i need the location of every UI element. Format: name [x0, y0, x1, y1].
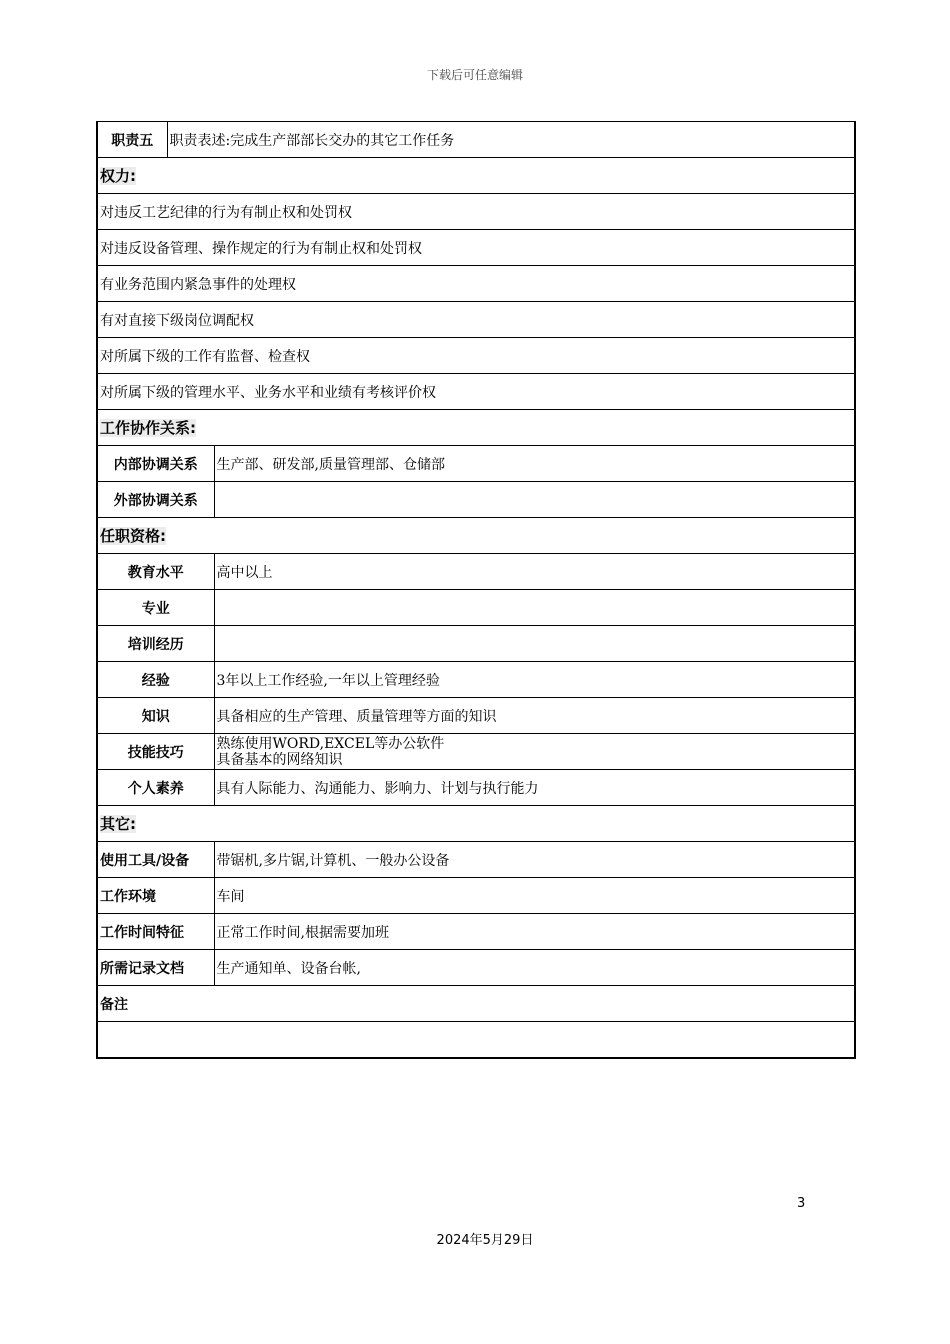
quality-label: 个人素养	[97, 770, 214, 806]
skills-line-1: 熟练使用WORD,EXCEL等办公软件	[216, 735, 445, 752]
environment-label: 工作环境	[97, 878, 214, 914]
internal-label: 内部协调关系	[97, 446, 214, 482]
environment-value: 车间	[214, 878, 855, 914]
education-label: 教育水平	[97, 554, 214, 590]
experience-label: 经验	[97, 662, 214, 698]
major-label: 专业	[97, 590, 214, 626]
remarks-title-row	[97, 986, 855, 1022]
quality-row	[97, 770, 855, 806]
job-description-table	[96, 121, 856, 1059]
tools-row	[97, 842, 855, 878]
remarks-title: 备注	[97, 986, 855, 1022]
experience-row	[97, 662, 855, 698]
major-row	[97, 590, 855, 626]
knowledge-label: 知识	[97, 698, 214, 734]
power-item	[97, 194, 855, 230]
major-value	[214, 590, 855, 626]
skills-value	[214, 734, 855, 770]
training-label: 培训经历	[97, 626, 214, 662]
skills-line-2: 具备基本的网络知识	[216, 751, 343, 768]
records-label: 所需记录文档	[97, 950, 214, 986]
worktime-value: 正常工作时间,根据需要加班	[214, 914, 855, 950]
cooperation-title: 工作协作关系:	[100, 419, 196, 437]
power-item-text: 对违反设备管理、操作规定的行为有制止权和处罚权	[97, 230, 855, 266]
remarks-value	[97, 1022, 855, 1058]
internal-row	[97, 446, 855, 482]
education-row	[97, 554, 855, 590]
internal-value: 生产部、研发部,质量管理部、仓储部	[214, 446, 855, 482]
power-item	[97, 302, 855, 338]
qualifications-title-row	[97, 518, 855, 554]
power-item-text: 有对直接下级岗位调配权	[97, 302, 855, 338]
training-value	[214, 626, 855, 662]
tools-value: 带锯机,多片锯,计算机、一般办公设备	[214, 842, 855, 878]
duty5-text: 职责表述:完成生产部部长交办的其它工作任务	[167, 122, 855, 158]
power-item	[97, 266, 855, 302]
power-item	[97, 230, 855, 266]
page-number: 3	[797, 1196, 806, 1211]
environment-row	[97, 878, 855, 914]
duty5-row	[97, 122, 855, 158]
records-value: 生产通知单、设备台帐,	[214, 950, 855, 986]
qualifications-title: 任职资格:	[100, 527, 166, 545]
cooperation-title-row	[97, 410, 855, 446]
external-label: 外部协调关系	[97, 482, 214, 518]
page-header: 下载后可任意编辑	[426, 68, 523, 82]
power-item-text: 对所属下级的工作有监督、检查权	[97, 338, 855, 374]
training-row	[97, 626, 855, 662]
power-item	[97, 338, 855, 374]
experience-value: 3年以上工作经验,一年以上管理经验	[214, 662, 855, 698]
quality-value: 具有人际能力、沟通能力、影响力、计划与执行能力	[214, 770, 855, 806]
knowledge-value: 具备相应的生产管理、质量管理等方面的知识	[214, 698, 855, 734]
worktime-label: 工作时间特征	[97, 914, 214, 950]
power-item-text: 有业务范围内紧急事件的处理权	[97, 266, 855, 302]
other-title: 其它:	[100, 815, 136, 833]
records-row	[97, 950, 855, 986]
powers-title: 权力:	[100, 167, 136, 185]
knowledge-row	[97, 698, 855, 734]
tools-label: 使用工具/设备	[97, 842, 214, 878]
power-item-text: 对违反工艺纪律的行为有制止权和处罚权	[97, 194, 855, 230]
education-value: 高中以上	[214, 554, 855, 590]
power-item-text: 对所属下级的管理水平、业务水平和业绩有考核评价权	[97, 374, 855, 410]
duty5-label: 职责五	[97, 122, 167, 158]
powers-title-row	[97, 158, 855, 194]
external-row	[97, 482, 855, 518]
footer-date: 2024年5月29日	[436, 1233, 534, 1248]
worktime-row	[97, 914, 855, 950]
skills-label: 技能技巧	[97, 734, 214, 770]
power-item	[97, 374, 855, 410]
remarks-row	[97, 1022, 855, 1058]
other-title-row	[97, 806, 855, 842]
skills-row	[97, 734, 855, 770]
external-value	[214, 482, 855, 518]
